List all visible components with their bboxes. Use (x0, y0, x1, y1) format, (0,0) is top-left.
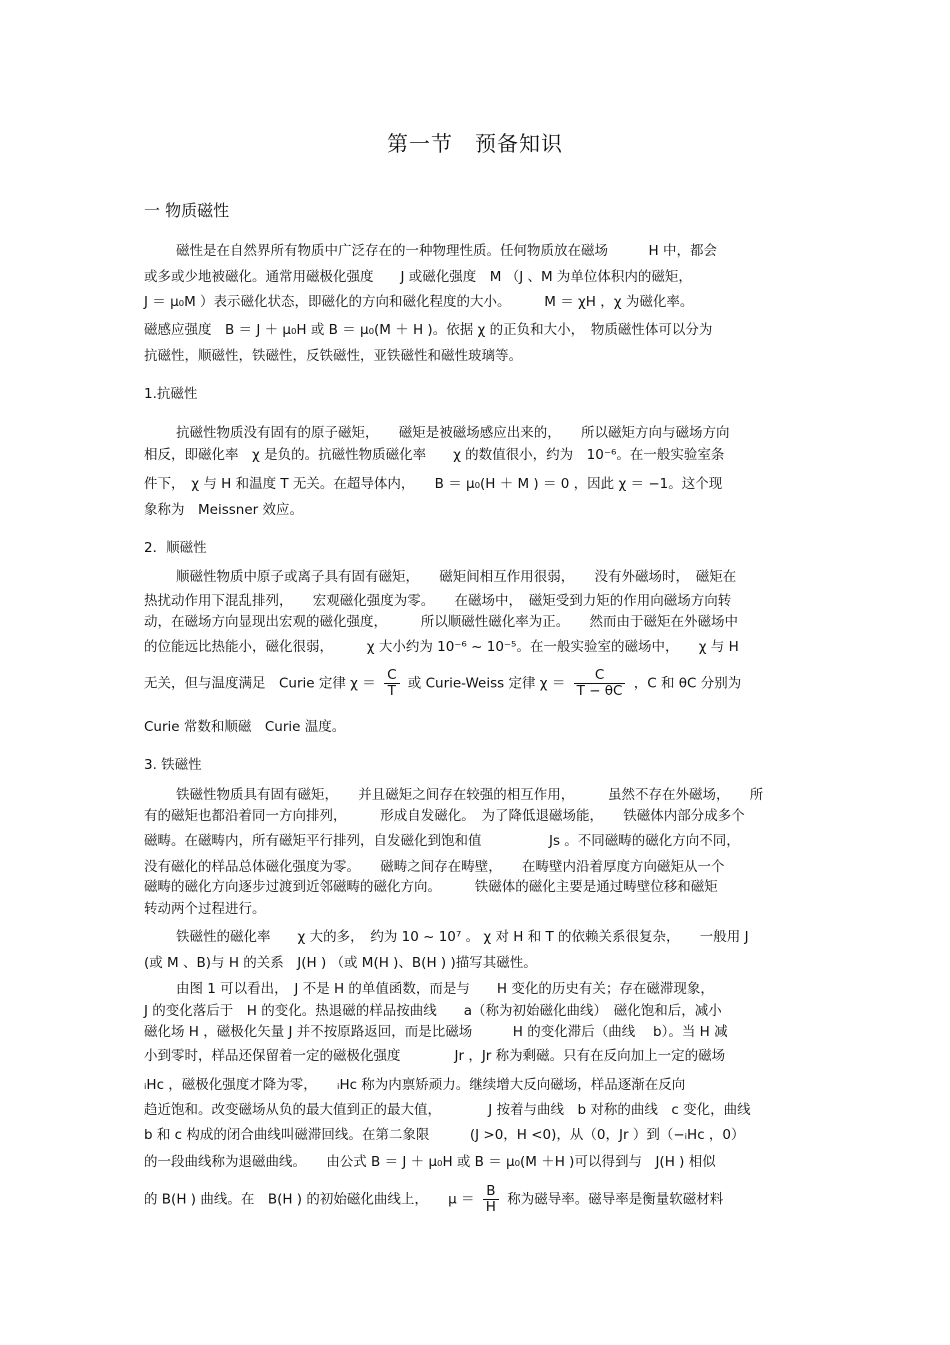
paragraph-line: 没有磁化的样品总体磁化强度为零。 磁畴之间存在畴壁， 在畴壁内沿着厚度方向磁矩从一个 (144, 859, 725, 875)
paragraph-line: 转动两个过程进行。 (144, 901, 266, 917)
paragraph-line: 铁磁性的磁化率 χ 大的多， 约为 10 ~ 10⁷ 。 χ 对 H 和 T 的依赖关系很复杂， 一般用 J (176, 929, 749, 945)
paragraph-line: 磁化场 H ，磁极化矢量 J 并不按原路返回，而是比磁场 H 的变化滞后（曲线 b）。当 H 减 (144, 1024, 728, 1040)
curie-weiss-fraction (574, 668, 626, 699)
paragraph-line: 件下， χ 与 H 和温度 T 无关。在超导体内， B ＝ μ₀(H ＋ M ) ＝ 0 ，因此 χ ＝ −1。这个现 (144, 476, 723, 492)
permeability-text: 的 B(H ) 曲线。在 B(H ) 的初始磁化曲线上， μ ＝ (144, 1191, 475, 1208)
paragraph-line: 磁畴的磁化方向逐步过渡到近邻磁畴的磁化方向。 铁磁体的磁化主要是通过畴壁位移和磁矩 (144, 879, 718, 895)
fraction-denominator: H (485, 1199, 496, 1215)
curie-weiss-text: 或 Curie-Weiss 定律 χ ＝ (407, 675, 566, 692)
intro-line: J ＝ μ₀M ）表示磁化状态，即磁化的方向和磁化程度的大小。 M ＝ χH ，χ 为磁化率。 (144, 294, 694, 310)
paragraph-line: 磁畴。在磁畴内，所有磁矩平行排列，自发磁化到饱和值 Js 。不同磁畴的磁化方向不同， (144, 833, 740, 849)
curie-text: 无关，但与温度满足 Curie 定律 χ ＝ (144, 675, 376, 692)
paragraph-line: Curie 常数和顺磁 Curie 温度。 (144, 719, 346, 735)
paragraph-line: 趋近饱和。改变磁场从负的最大值到正的最大值， J 按着与曲线 b 对称的曲线 c 变化，曲线 (144, 1102, 751, 1118)
permeability-line (144, 1184, 723, 1215)
paragraph-line: 动，在磁场方向显现出宏观的磁化强度， 所以顺磁性磁化率为正。 然而由于磁矩在外磁场中 (144, 614, 738, 630)
intro-line: 抗磁性，顺磁性，铁磁性，反铁磁性，亚铁磁性和磁性玻璃等。 (144, 348, 522, 364)
paragraph-line: 的位能远比热能小，磁化很弱， χ 大小约为 10⁻⁶ ~ 10⁻⁵。在一般实验室的磁场中， χ 与 H (144, 639, 739, 655)
fraction-denominator: T (387, 683, 396, 699)
curie-law-line (144, 668, 741, 699)
section-heading: 一 物质磁性 (144, 201, 230, 220)
paragraph-line: 铁磁性物质具有固有磁矩， 并且磁矩之间存在较强的相互作用， 虽然不存在外磁场， 所 (176, 787, 764, 803)
paragraph-line: 热扰动作用下混乱排列， 宏观磁化强度为零。 在磁场中， 磁矩受到力矩的作用向磁场方向转 (144, 593, 732, 609)
subsection-heading-diamagnetism: 1.抗磁性 (144, 386, 198, 402)
paragraph-line: 由图 1 可以看出， J 不是 H 的单值函数，而是与 H 变化的历史有关；存在磁滞现象， (176, 981, 714, 997)
intro-line: 磁性是在自然界所有物质中广泛存在的一种物理性质。任何物质放在磁场 H 中，都会 (176, 243, 717, 259)
subsection-heading-paramagnetism: 2．顺磁性 (144, 540, 207, 556)
paragraph-line: 象称为 Meissner 效应。 (144, 502, 303, 518)
fraction-numerator: C (384, 668, 399, 684)
paragraph-line: 小到零时，样品还保留着一定的磁极化强度 Jr ，Jr 称为剩磁。只有在反向加上一定的磁场 (144, 1048, 726, 1064)
permeability-post-text: 称为磁导率。磁导率是衡量软磁材料 (507, 1191, 724, 1208)
intro-line: 或多或少地被磁化。通常用磁极化强度 J 或磁化强度 M （J 、M 为单位体积内的磁矩， (144, 269, 692, 285)
paragraph-line: ᵢHc ，磁极化强度才降为零， ᵢHc 称为内禀矫顽力。继续增大反向磁场，样品逐渐在反向 (144, 1077, 686, 1093)
paragraph-line: 相反，即磁化率 χ 是负的。抗磁性物质磁化率 χ 的数值很小，约为 10⁻⁶。在一般实验室条 (144, 447, 725, 463)
intro-line: 磁感应强度 B ＝ J ＋ μ₀H 或 B ＝ μ₀(M ＋ H )。依据 χ 的正负和大小， 物质磁性体可以分为 (144, 322, 713, 338)
page-title: 第一节 预备知识 (387, 132, 563, 156)
subsection-heading-ferromagnetism: 3. 铁磁性 (144, 757, 202, 773)
fraction-numerator: B (483, 1184, 499, 1200)
fraction-denominator: T − θC (576, 683, 623, 699)
paragraph-line: b 和 c 构成的闭合曲线叫磁滞回线。在第二象限 (J >0，H <0)，从（0，Jr ）到（−ᵢHc ，0） (144, 1127, 745, 1143)
paragraph-line: (或 M 、B)与 H 的关系 J(H ) （或 M(H )、B(H ) )描写其磁性。 (144, 955, 537, 971)
paragraph-line: 顺磁性物质中原子或离子具有固有磁矩， 磁矩间相互作用很弱， 没有外磁场时， 磁矩在 (176, 569, 737, 585)
curie-post-text: ，C 和 θC 分别为 (633, 675, 742, 692)
paragraph-line: 有的磁矩也都沿着同一方向排列， 形成自发磁化。 为了降低退磁场能， 铁磁体内部分成多个 (144, 808, 745, 824)
fraction-numerator: C (574, 668, 626, 684)
paragraph-line: J 的变化落后于 H 的变化。热退磁的样品按曲线 a（称为初始磁化曲线） 磁化饱和后，减小 (144, 1003, 722, 1019)
curie-fraction (384, 668, 399, 699)
paragraph-line: 的一段曲线称为退磁曲线。 由公式 B ＝ J ＋ μ₀H 或 B ＝ μ₀(M ＋H )可以得到与 J(H ) 相似 (144, 1154, 716, 1170)
permeability-fraction (483, 1184, 499, 1215)
paragraph-line: 抗磁性物质没有固有的原子磁矩， 磁矩是被磁场感应出来的， 所以磁矩方向与磁场方向 (176, 425, 730, 441)
